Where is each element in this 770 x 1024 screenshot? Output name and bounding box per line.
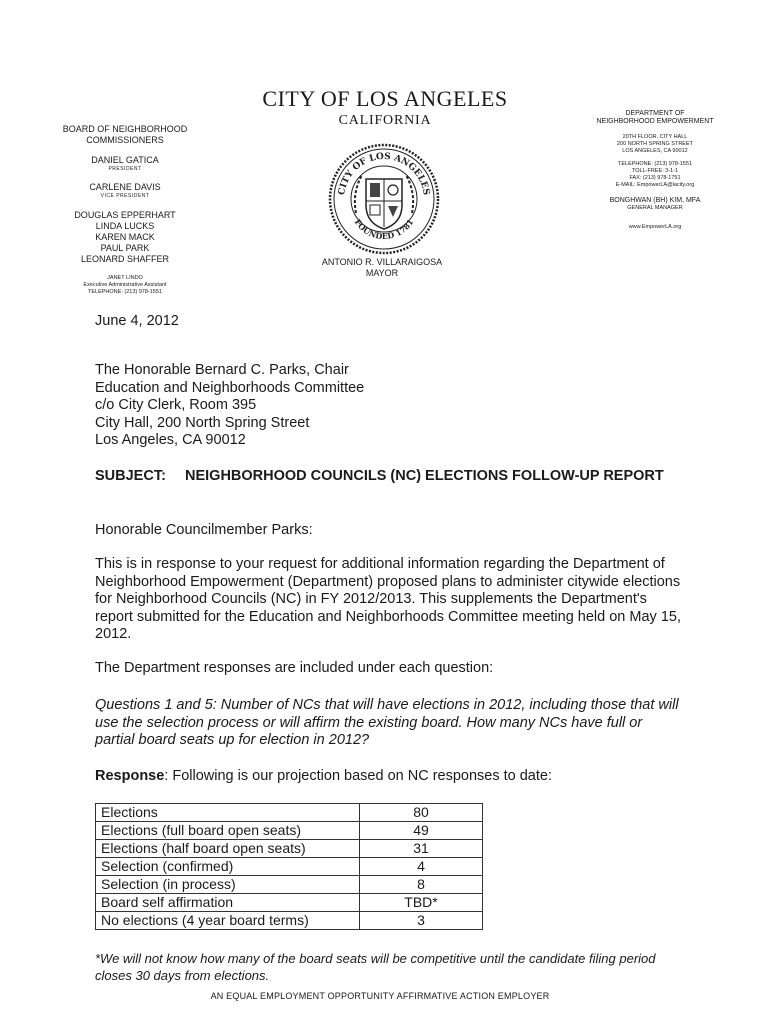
dept-heading-2: NEIGHBORHOOD EMPOWERMENT [596, 118, 714, 125]
city-title: CITY OF LOS ANGELES [262, 86, 508, 111]
vp-name: CARLENE DAVIS [89, 182, 161, 192]
table-cell-value: TBD* [360, 894, 483, 912]
letter-date: June 4, 2012 [95, 313, 179, 329]
general-manager [560, 197, 750, 212]
assistant-name: JANET LINDO [107, 275, 143, 281]
address-line: The Honorable Bernard C. Parks, Chair [95, 362, 349, 378]
paragraph-responses: The Department responses are included under each question: [95, 660, 494, 676]
dept-address [560, 134, 750, 155]
response-text: : Following is our projection based on NC responses to date: [164, 768, 552, 784]
website: www.EmpowerLA.org [628, 224, 682, 230]
table-cell-value: 49 [360, 822, 483, 840]
footnote: *We will not know how many of the board seats will be competitive until the candidate filing period closes 30 days from elections. [95, 951, 656, 983]
fax: FAX: (213) 978-1751 [629, 175, 681, 181]
table-cell-label: Elections (half board open seats) [96, 840, 360, 858]
address-line: City Hall, 200 North Spring Street [95, 414, 310, 431]
footer-eeo: AN EQUAL EMPLOYMENT OPPORTUNITY AFFIRMATIVE ACTION EMPLOYER [210, 991, 550, 1001]
table-row [96, 876, 483, 894]
salutation: Honorable Councilmember Parks: [95, 522, 313, 538]
table-cell-value: 3 [360, 912, 483, 930]
table-cell-label: No elections (4 year board terms) [96, 912, 360, 930]
table-cell-value: 31 [360, 840, 483, 858]
dept-contact [560, 161, 750, 189]
assistant-phone: TELEPHONE: (213) 978-1551 [88, 289, 162, 295]
mayor-title: MAYOR [365, 268, 399, 278]
telephone: TELEPHONE: (213) 978-1551 [618, 161, 692, 167]
table-cell-value: 80 [360, 804, 483, 822]
city-seal [328, 143, 440, 255]
email: E-MAIL: EmpowerLA@lacity.org [615, 182, 695, 188]
member-name: LINDA LUCKS [95, 221, 155, 231]
gm-title: GENERAL MANAGER [627, 205, 683, 211]
dept-heading-1: DEPARTMENT OF [625, 110, 685, 117]
member-name: KAREN MACK [95, 232, 155, 242]
president-name: DANIEL GATICA [91, 155, 159, 165]
subject-label: SUBJECT: [95, 468, 166, 484]
table-row [96, 822, 483, 840]
table-cell-label: Elections [96, 804, 360, 822]
table-row [96, 804, 483, 822]
seal-text-top: CITY OF LOS ANGELES [337, 151, 431, 196]
department-column [560, 110, 750, 231]
board-heading-2: COMMISSIONERS [86, 135, 164, 145]
address-line: c/o City Clerk, Room 395 [95, 397, 257, 413]
subject-line [95, 468, 685, 486]
recipient-address [95, 362, 685, 450]
response-line [95, 768, 685, 786]
table-cell-label: Elections (full board open seats) [96, 822, 360, 840]
table-row [96, 858, 483, 876]
question-1-5: Questions 1 and 5: Number of NCs that will have elections in 2012, including those that will use the selection process or will affirm the existing board. How many NCs have full or partial board seats up for election in 2012? [95, 697, 679, 748]
paragraph-intro: This is in response to your request for additional information regarding the Department of Neighborhood Empowerment (Department) proposed plans to administer citywide elections for Neighborhood Councils (NC) in FY 2012/2013. This supplements the Department's report submitted for the Education and Neighborhoods Committee meeting held on May 15, 2012. [95, 556, 681, 642]
assistant-title: Executive Administrative Assistant [83, 282, 167, 288]
response-label: Response [95, 768, 165, 784]
table-cell-label: Board self affirmation [96, 894, 360, 912]
address-line: 200 NORTH SPRING STREET [617, 141, 693, 147]
address-line: Education and Neighborhoods Committee [95, 379, 365, 396]
seal-text-bottom: FOUNDED 1781 [352, 217, 416, 242]
table-cell-label: Selection (confirmed) [96, 858, 360, 876]
address-line: LOS ANGELES, CA 90012 [622, 148, 688, 154]
city-state: CALIFORNIA [338, 113, 432, 128]
table-cell-value: 8 [360, 876, 483, 894]
mayor-name: ANTONIO R. VILLARAIGOSA [321, 257, 443, 267]
president-title: PRESIDENT [108, 166, 142, 172]
table-row [96, 840, 483, 858]
address-line: 20TH FLOOR, CITY HALL [622, 134, 688, 140]
nc-election-table [95, 803, 483, 930]
member-name: PAUL PARK [100, 243, 150, 253]
gm-name: BONGHWAN (BH) KIM, MFA [609, 197, 701, 204]
table-row [96, 912, 483, 930]
member-name: LEONARD SHAFFER [80, 254, 169, 264]
mayor-block [0, 257, 764, 279]
address-line: Los Angeles, CA 90012 [95, 432, 246, 448]
tollfree: TOLL-FREE: 3-1-1 [631, 168, 679, 174]
table-cell-value: 4 [360, 858, 483, 876]
subject-text: NEIGHBORHOOD COUNCILS (NC) ELECTIONS FOLLOW-UP REPORT [185, 468, 664, 484]
board-heading-1: BOARD OF NEIGHBORHOOD [62, 124, 188, 134]
table-row [96, 894, 483, 912]
table-cell-label: Selection (in process) [96, 876, 360, 894]
vp-title: VICE PRESIDENT [100, 193, 150, 199]
member-name: DOUGLAS EPPERHART [74, 210, 176, 220]
